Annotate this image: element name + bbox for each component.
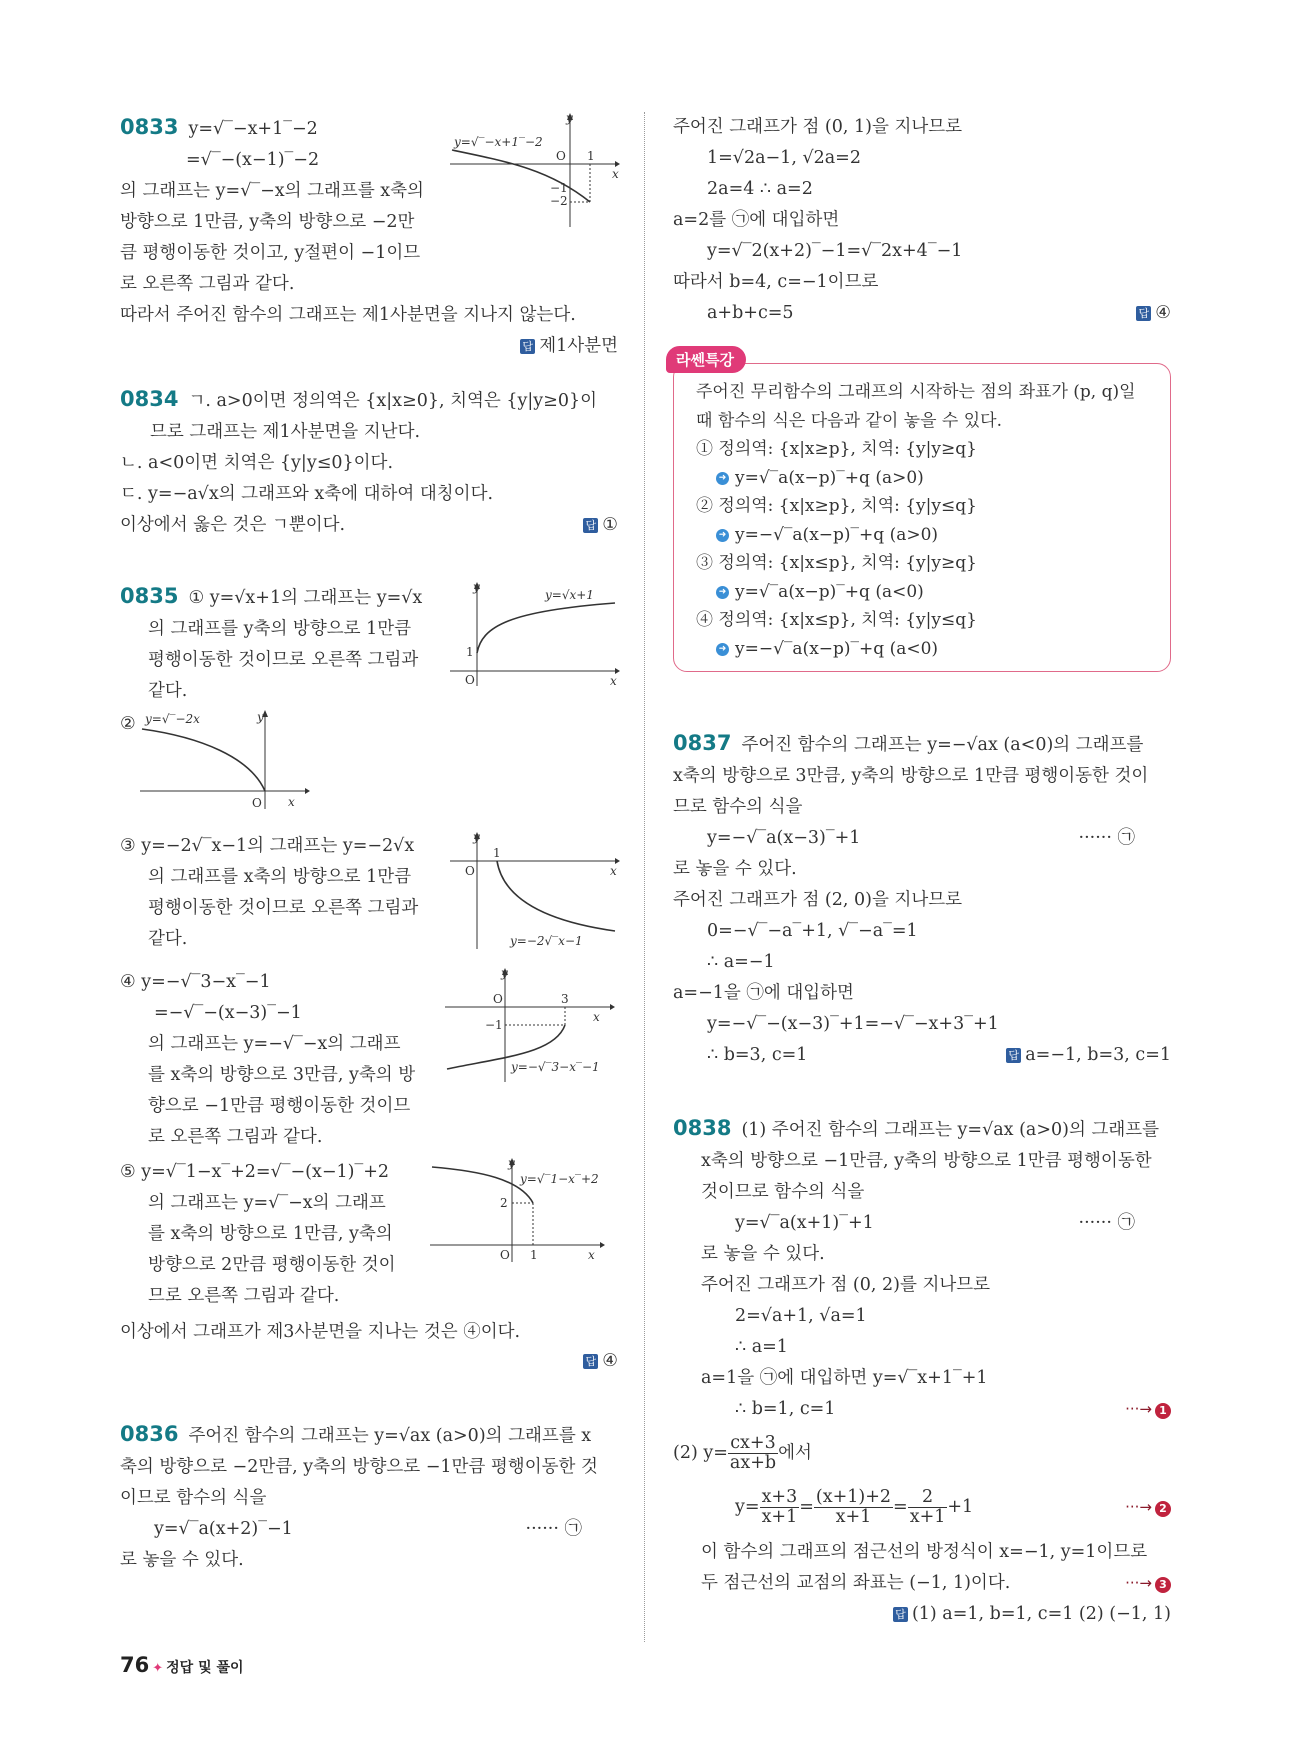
svg-text:y=−2√‾x−1: y=−2√‾x−1 <box>510 934 583 948</box>
arrow-icon: ➜ <box>716 643 729 656</box>
choice-1: 0835 ① y=√x+1의 그래프는 y=√x 의 그래프를 y축의 방향으로 1만큼 평행이동한 것이므로 오른쪽 그림과 같다. y x O 1 y=√x+1 <box>120 581 618 701</box>
graph-0835-2 <box>140 709 310 814</box>
answer: 답 ④ <box>1136 298 1171 329</box>
column-divider <box>644 112 645 1642</box>
fraction: $\frac{(x+1)+2}{x+1}$ <box>815 1487 892 1527</box>
choice-3: ③ y=−2√‾x−1의 그래프는 y=−2√x 의 그래프를 x축의 방향으로 1만큼 평행이동한 것이므로 오른쪽 그림과 같다. y x O 1 y=−2√‾x−1 <box>120 831 618 959</box>
fraction: $\frac{2}{x+1}$ <box>909 1487 946 1527</box>
problem-number: 0833 <box>120 115 179 139</box>
svg-text:y=√‾−2x: y=√‾−2x <box>145 712 200 726</box>
problem-number: 0837 <box>673 731 732 755</box>
svg-text:1: 1 <box>466 645 474 659</box>
svg-text:3: 3 <box>561 992 569 1006</box>
answer: 답 (1) a=1, b=1, c=1 (2) (−1, 1) <box>673 1599 1171 1630</box>
svg-text:O: O <box>500 1248 510 1262</box>
problem-0837: 0837 주어진 함수의 그래프는 y=−√ax (a<0)의 그래프를 x축의 방향으로 3만큼, y축의 방향으로 1만큼 평행이동한 것이 므로 함수의 식을 y=−√‾a(x−3)‾+1 ······ ㉠ 로 놓을 수 있다. 주어진 그래프가 점 (2, 0)을 지나므로 0=−√‾−a‾+1, √‾−a‾=1 ∴ a=−1 a=−1을 ㉠에 대입하면 y=−√‾−(x−3)‾+1=−√‾−x+3‾+1 ∴ b=3, c=1 답 a=−1, b=3, c=1 <box>673 728 1171 1071</box>
problem-0838: 0838 (1) 주어진 함수의 그래프는 y=√ax (a>0)의 그래프를 x축의 방향으로 −1만큼, y축의 방향으로 1만큼 평행이동한 것이므로 함수의 식을 y=√‾a(x+1)‾+1 ······ ㉠ 로 놓을 수 있다. 주어진 그래프가 점 (0, 2)를 지나므로 2=√a+1, √a=1 ∴ a=1 a=1을 ㉠에 대입하면 y=√‾x+1‾+1 ∴ b=1, c=1 ···→ 1 (2) y= $\frac{cx+3}{ax+b}$ 에서 y= $\frac{x+3}{x+1}$ = $\frac{(x+1)+2}{x+1}$ = $\frac{2}{x+1}$ +1 ···→ 2 이 함수의 그래프의 점근선의 방정식이 x=−1, y=1이므로 두 점근선의 교점의 좌표는 (−1, 1)이다. ···→ 3 답 (1) a=1, b=1, c=1 (2) (−1, 1) <box>673 1113 1171 1630</box>
svg-text:O: O <box>465 864 475 878</box>
svg-text:−1: −1 <box>485 1018 503 1032</box>
svg-text:y: y <box>257 710 264 724</box>
graph-0835-3 <box>450 831 620 951</box>
choice-2: ② y x O y=√‾−2x <box>120 709 618 827</box>
tip-label: 라쎈특강 <box>666 346 746 373</box>
svg-text:x: x <box>610 674 617 688</box>
svg-text:O: O <box>493 992 503 1006</box>
arrow-icon: ➜ <box>716 586 729 599</box>
graph-0835-4 <box>445 967 620 1087</box>
svg-text:y=√x+1: y=√x+1 <box>545 588 594 602</box>
svg-text:y=−√‾3−x‾−1: y=−√‾3−x‾−1 <box>511 1060 600 1074</box>
svg-text:1: 1 <box>530 1248 538 1262</box>
choice-4: ④ y=−√‾3−x‾−1 =−√‾−(x−3)‾−1 의 그래프는 y=−√‾−x의 그래프 를 x축의 방향으로 3만큼, y축의 방 향으로 −1만큼 평행이동한 것이므 로 오른쪽 그림과 같다. y x O 3 −1 y=−√‾3−x‾−1 <box>120 967 618 1153</box>
svg-text:y=√‾1−x‾+2: y=√‾1−x‾+2 <box>520 1172 599 1186</box>
arrow-icon: ➜ <box>716 529 729 542</box>
graph-0833 <box>450 112 620 232</box>
svg-text:y: y <box>473 581 480 594</box>
svg-text:y: y <box>508 1157 515 1170</box>
fraction: $\frac{x+3}{x+1}$ <box>761 1487 798 1527</box>
graph-0835-1 <box>450 581 620 691</box>
answer: 답 제1사분면 <box>120 331 618 362</box>
svg-text:O: O <box>465 673 475 687</box>
svg-text:O: O <box>556 149 566 163</box>
svg-text:−2: −2 <box>550 194 568 208</box>
svg-text:y: y <box>501 967 508 980</box>
right-column <box>673 112 1171 1630</box>
answer: 답 ① <box>583 510 618 541</box>
problem-0833: 0833 y=√‾−x+1‾−2 =√‾−(x−1)‾−2 의 그래프는 y=√‾−x의 그래프를 x축의 방향으로 1만큼, y축의 방향으로 −2만 큼 평행이동한 것이고, y절편이 −1이므 로 오른쪽 그림과 같다. 따라서 주어진 함수의 그래프는 제1사분면을 지나지 않는다. 답 제1사분면 y x y=√‾−x+1‾−2 O 1 −1 −2 <box>120 112 618 344</box>
left-column <box>120 112 618 1576</box>
svg-text:x: x <box>610 864 617 878</box>
problem-0834: 0834 ㄱ. a>0이면 정의역은 {x|x≥0}, 치역은 {y|y≥0}이 므로 그래프는 제1사분면을 지난다. ㄴ. a<0이면 치역은 {y|y≤0}이다. ㄷ. y=−a√x의 그래프와 x축에 대하여 대칭이다. 이상에서 옳은 것은 ㄱ뿐이다. 답 ① <box>120 384 618 541</box>
answer: 답 ④ <box>120 1346 618 1377</box>
star-icon: ✦ <box>152 1661 164 1676</box>
svg-text:x: x <box>612 167 619 181</box>
svg-text:y: y <box>473 831 480 844</box>
svg-text:x: x <box>588 1248 595 1262</box>
svg-text:y: y <box>566 112 573 125</box>
svg-text:x: x <box>288 795 295 809</box>
svg-text:x: x <box>593 1010 600 1024</box>
page-number: 76 <box>120 1653 150 1677</box>
step-marker-3: ···→ 3 <box>1125 1568 1171 1599</box>
svg-text:y=√‾−x+1‾−2: y=√‾−x+1‾−2 <box>454 135 543 149</box>
problem-number: 0834 <box>120 387 179 411</box>
graph-0835-5 <box>430 1157 620 1267</box>
arrow-icon: ➜ <box>716 472 729 485</box>
choice-5: ⑤ y=√‾1−x‾+2=√‾−(x−1)‾+2 의 그래프는 y=√‾−x의 그래프 를 x축의 방향으로 1만큼, y축의 방향으로 2만큼 평행이동한 것이 므로 오른쪽 그림과 같다. y x O 1 2 y=√‾1−x‾+2 <box>120 1157 618 1317</box>
problem-0836-continued: 주어진 그래프가 점 (0, 1)을 지나므로 1=√2a−1, √2a=2 2a=4 ∴ a=2 a=2를 ㉠에 대입하면 y=√‾2(x+2)‾−1=√‾2x+4‾−1 따라서 b=4, c=−1이므로 a+b+c=5 답 ④ <box>673 112 1171 329</box>
problem-number: 0835 <box>120 584 179 608</box>
problem-number: 0836 <box>120 1422 179 1446</box>
fraction: $\frac{cx+3}{ax+b}$ <box>729 1433 777 1473</box>
svg-text:1: 1 <box>493 846 501 860</box>
problem-number: 0838 <box>673 1116 732 1140</box>
svg-text:2: 2 <box>500 1196 508 1210</box>
step-marker-2: ···→ 2 <box>1125 1477 1171 1537</box>
page-footer <box>120 1653 244 1677</box>
problem-0835: 0835 ① y=√x+1의 그래프는 y=√x 의 그래프를 y축의 방향으로 1만큼 평행이동한 것이므로 오른쪽 그림과 같다. y x O 1 y=√x+1 ② y x O y=√‾−2x ③ y=−2√‾x−1의 그래프는 y=−2√x 의 그래프를 x축의 방향으로 1만큼 평행이동한 것이므로 오른쪽 그림과 같다. y x O 1 y=−2√‾x−1 ④ y=−√‾3−x‾−1 =−√‾−(x−3)‾−1 의 그래프는 y=−√‾−x의 그래프 를 x축의 방향으로 3만큼, y축의 방 향으로 −1만큼 평행이동한 것이므 로 오른쪽 그림과 같다. y x O 3 −1 y=−√‾3−x‾−1 ⑤ y=√‾1−x‾+2=√‾−(x−1)‾+2 의 그래프는 y=√‾−x의 그래프 를 x축의 방향으로 1만큼, y축의 방향으로 2만큼 평행이동한 것이 므로 오른쪽 그림과 같다. y x O 1 2 y=√‾1−x‾+2 이상에서 그래프가 제3사분면을 지나는 것은 ④이다. 답 ④ <box>120 581 618 1377</box>
step-marker-1: ···→ 1 <box>1125 1394 1171 1425</box>
tip-box: 라쎈특강 주어진 무리함수의 그래프의 시작하는 점의 좌표가 (p, q)일 때 함수의 식은 다음과 같이 놓을 수 있다. ① 정의역: {x|x≥p}, 치역: {y|y≥q} ➜ y=√‾a(x−p)‾+q (a>0) ② 정의역: {x|x≥p}, 치역: {y|y≤q} ➜ y=−√‾a(x−p)‾+q (a>0) ③ 정의역: {x|x≤p}, 치역: {y|y≥q} ➜ y=√‾a(x−p)‾+q (a<0) ④ 정의역: {x|x≤p}, 치역: {y|y≤q} ➜ y=−√‾a(x−p)‾+q (a<0) <box>673 363 1171 672</box>
svg-text:O: O <box>252 796 262 810</box>
svg-text:1: 1 <box>587 149 595 163</box>
svg-text:−1: −1 <box>550 181 568 195</box>
answer: 답 a=−1, b=3, c=1 <box>1006 1040 1171 1071</box>
problem-0836: 0836 주어진 함수의 그래프는 y=√ax (a>0)의 그래프를 x 축의 방향으로 −2만큼, y축의 방향으로 −1만큼 평행이동한 것 이므로 함수의 식을 y=√‾a(x+2)‾−1 ······ ㉠ 로 놓을 수 있다. <box>120 1422 598 1570</box>
footer-label: 정답 및 풀이 <box>166 1660 244 1676</box>
